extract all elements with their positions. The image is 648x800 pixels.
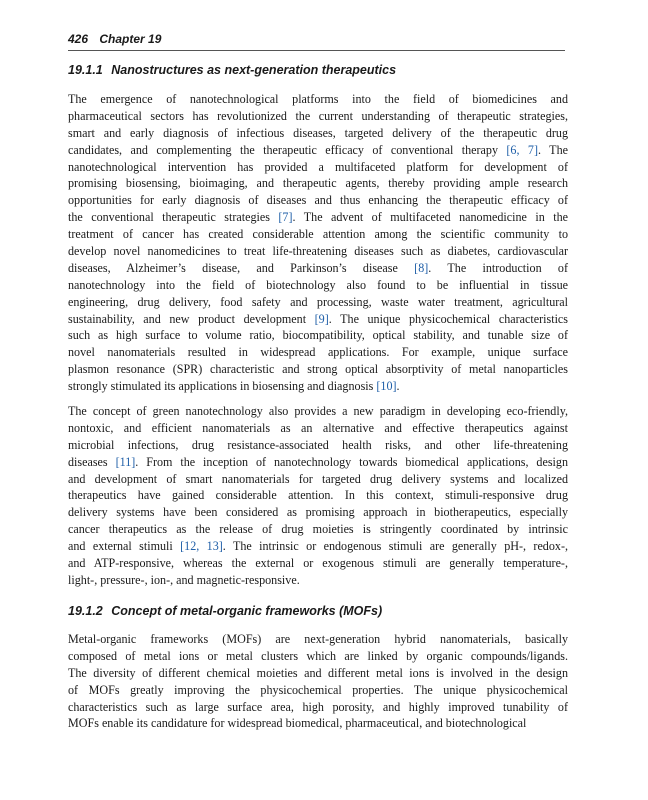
text-line (68, 142, 568, 159)
line-text: . The (537, 142, 568, 157)
text-line (68, 420, 568, 437)
line-text: pharmaceutical sectors has revolutionized the current understanding of therapeutic strategies, (68, 108, 568, 123)
section-title: Concept of metal-organic frameworks (MOFs) (111, 604, 383, 618)
line-text: The emergence of nanotechnological platforms into the field of biomedicines and (68, 92, 568, 106)
citation-link[interactable]: [8] (414, 260, 429, 275)
text-line (68, 125, 568, 142)
line-text: delivery systems have been considered as promising approach in biotherapeutics, especially (68, 505, 568, 520)
text-line (68, 665, 568, 682)
line-text: strongly stimulated its applications in biosensing and diagnosis (68, 379, 377, 394)
citation-link[interactable]: [7] (278, 210, 293, 225)
text-line (68, 715, 568, 732)
line-text: engineering, drug delivery, food safety and processing, waste water treatment, agricultural (68, 294, 568, 309)
line-text: . The introduction of (428, 260, 569, 275)
text-line (68, 648, 568, 665)
paragraph (68, 403, 568, 589)
text-line (68, 277, 568, 294)
paragraph (68, 631, 568, 732)
line-text: . The advent of multifaceted nanomedicine in the (292, 210, 568, 225)
text-line (68, 108, 568, 125)
section-heading (68, 603, 382, 619)
line-text: therapeutics have gained considerable attention. In this context, stimuli-responsive drug (68, 488, 568, 503)
line-text: and ATP-responsive, whereas the external or exogenous stimuli are generally temperature-, (68, 556, 568, 571)
citation-link[interactable]: [10] (376, 379, 397, 394)
text-line (68, 471, 568, 488)
line-text: The concept of green nanotechnology also provides a new paradigm in developing eco-friendly, (68, 404, 568, 418)
text-line (68, 294, 568, 311)
text-line (68, 243, 568, 260)
text-line (68, 538, 568, 555)
line-text: smart and early diagnosis of infectious diseases, targeted delivery of the therapeutic drug (68, 125, 568, 140)
section-title: Nanostructures as next-generation therapeutics (111, 63, 397, 77)
text-line (68, 192, 568, 209)
line-text: nanotechnology into the field of biotechnology also found to be influential in tissue (68, 277, 568, 292)
text-line (68, 159, 568, 176)
text-line (68, 555, 568, 572)
text-line (68, 572, 568, 589)
line-text: cancer therapeutics as the release of drug moieties is stringently coordinated by intrinsic (68, 522, 568, 537)
text-line (68, 344, 568, 361)
running-header (68, 30, 565, 51)
line-text: diseases (68, 454, 116, 469)
text-line (68, 378, 568, 395)
citation-link[interactable]: [9] (314, 311, 329, 326)
line-text: diseases, Alzheimer’s disease, and Parkinson’s disease (68, 260, 415, 275)
text-line (68, 487, 568, 504)
line-text: . (396, 379, 400, 394)
line-text: . The unique physicochemical characteristics (328, 311, 569, 326)
text-line (68, 682, 568, 699)
line-text: candidates, and complementing the therapeutic efficacy of conventional therapy (68, 142, 507, 157)
line-text: The diversity of different chemical moieties and different metal ions is involved in the design (68, 665, 568, 680)
line-text: microbial infections, drug resistance-associated health risks, and other life-threatening (68, 437, 568, 452)
section-heading (68, 62, 396, 78)
line-text: and development of smart nanomaterials for targeted drug delivery systems and localized (68, 471, 568, 486)
text-line (68, 209, 568, 226)
text-line (68, 260, 568, 277)
text-line (68, 403, 568, 420)
text-line (68, 175, 568, 192)
line-text: promising biosensing, bioimaging, and therapeutic agents, thereby providing ample research (68, 176, 568, 191)
section-number: 19.1.2 (68, 604, 103, 618)
line-text: develop novel nanomedicines to treat life-threatening diseases such as diabetes, cardiovascular (68, 244, 568, 259)
text-line (68, 311, 568, 328)
text-line (68, 226, 568, 243)
citation-link[interactable]: [11] (115, 454, 136, 469)
line-text: . The intrinsic or endogenous stimuli are generally pH-, redox-, (222, 539, 568, 554)
text-line (68, 521, 568, 538)
text-line (68, 437, 568, 454)
text-line (68, 699, 568, 716)
line-text: characteristics such as large surface area, high porosity, and highly improved tunability of (68, 699, 568, 714)
citation-link[interactable]: [6, 7] (506, 142, 538, 157)
line-text: treatment of cancer has created considerable attention among the scientific community to (68, 227, 568, 242)
line-text: and external stimuli (68, 539, 181, 554)
line-text: the conventional therapeutic strategies (68, 210, 279, 225)
text-line (68, 327, 568, 344)
line-text: novel nanomaterials resulted in widespread applications. For example, unique surface (68, 345, 568, 360)
page-number: 426 (68, 32, 89, 46)
paragraph (68, 91, 568, 395)
line-text: Metal-organic frameworks (MOFs) are next-generation hybrid nanomaterials, basically (68, 632, 568, 646)
text-line (68, 91, 568, 108)
citation-link[interactable]: [12, 13] (180, 539, 223, 554)
text-line (68, 504, 568, 521)
line-text: of MOFs greatly improving the physicochemical properties. The unique physicochemical (68, 682, 568, 697)
text-line (68, 361, 568, 378)
line-text: nontoxic, and efficient nanomaterials as an alternative and effective therapeutics against (68, 420, 568, 435)
line-text: nanotechnological intervention has provided a multifaceted platform for development of (68, 159, 568, 174)
line-text: . From the inception of nanotechnology towards biomedical applications, design (135, 454, 568, 469)
line-text: opportunities for early diagnosis of diseases and thus enhancing the therapeutic efficacy of (68, 193, 568, 208)
text-line (68, 454, 568, 471)
line-text: composed of metal ions or metal clusters which are linked by organic compounds/ligands. (68, 648, 568, 663)
line-text: sustainability, and new product development (68, 311, 315, 326)
text-line (68, 631, 568, 648)
section-number: 19.1.1 (68, 63, 103, 77)
line-text: such as high surface to volume ratio, biocompatibility, optical stability, and tunable size of (68, 328, 568, 343)
chapter-label: Chapter 19 (99, 32, 162, 46)
line-text: plasmon resonance (SPR) characteristic and strong optical absorptivity of metal nanoparticles (68, 362, 568, 377)
line-text: light-, pressure-, ion-, and magnetic-responsive. (68, 572, 300, 587)
line-text: MOFs enable its candidature for widespread biomedical, pharmaceutical, and biotechnological (68, 716, 527, 731)
